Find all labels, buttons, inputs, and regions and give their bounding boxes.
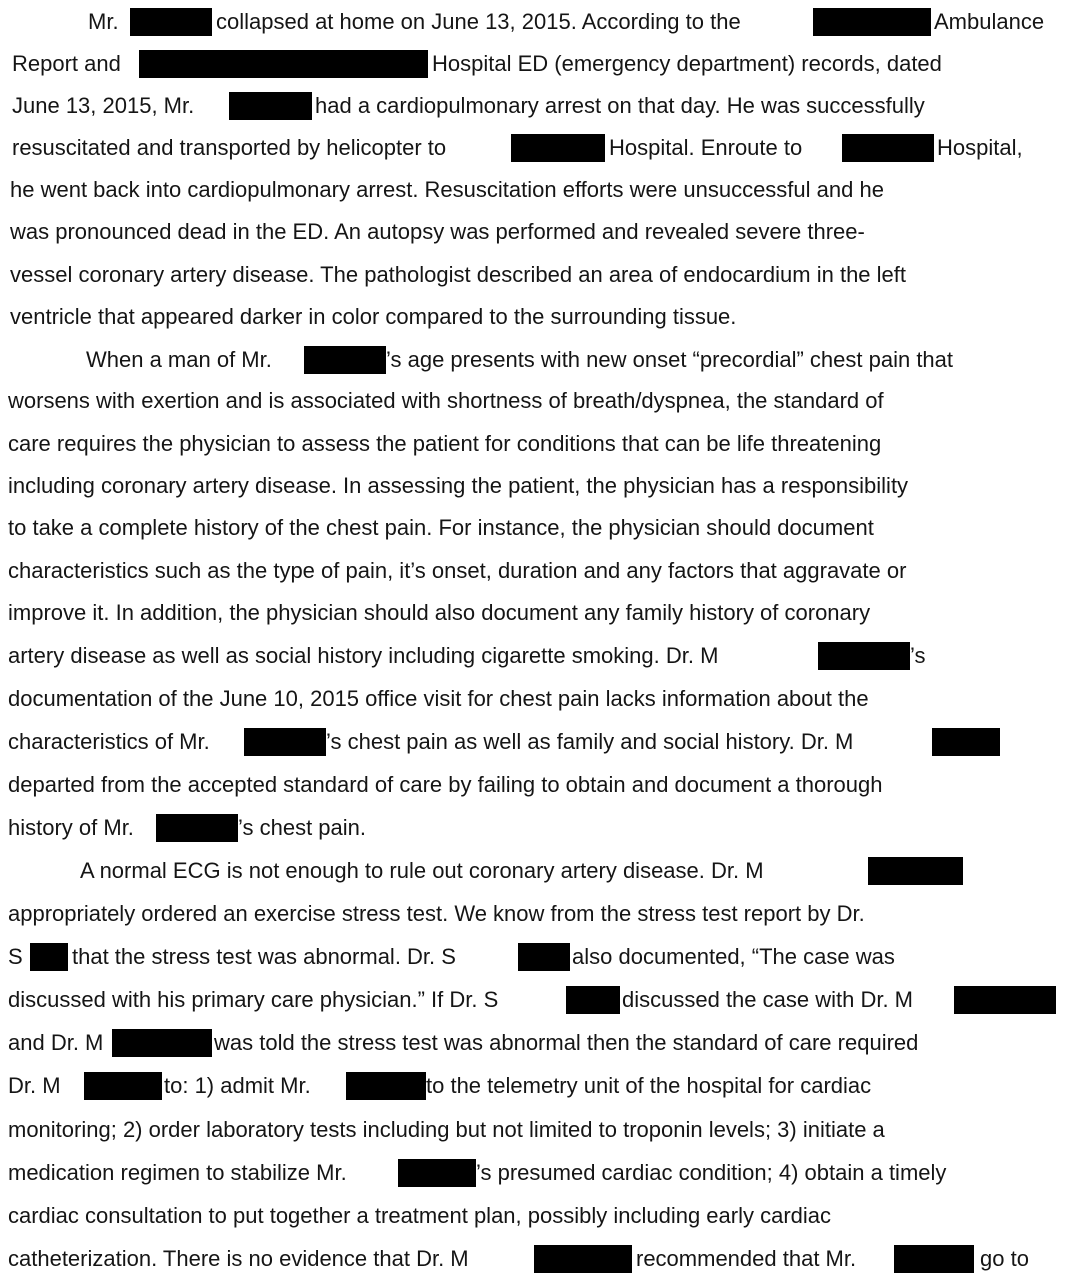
text-segment: discussed the case with Dr. M: [622, 987, 914, 1012]
text-line: [0, 1157, 1069, 1189]
text-segment: June 13, 2015, Mr.: [12, 93, 195, 118]
text-line: [0, 1114, 1069, 1146]
text-line: [0, 769, 1069, 801]
text-segment: he went back into cardiopulmonary arrest. Resuscitation efforts were unsuccessful and he: [10, 177, 884, 202]
text-segment: to take a complete history of the chest pain. For instance, the physician should document: [8, 515, 874, 540]
text-line: [0, 640, 1069, 672]
text-segment: artery disease as well as social history including cigarette smoking. Dr. M: [8, 643, 719, 668]
text-line: [0, 6, 1069, 38]
redaction-bar: [868, 857, 963, 885]
text-segment: Ambulance: [934, 9, 1045, 34]
redaction-bar: [842, 134, 934, 162]
text-segment: history of Mr.: [8, 815, 134, 840]
text-segment: Dr. M: [8, 1073, 61, 1098]
text-line: [0, 898, 1069, 930]
redaction-bar: [229, 92, 312, 120]
text-line: [0, 1200, 1069, 1232]
redaction-bar: [304, 346, 386, 374]
text-segment: care requires the physician to assess the patient for conditions that can be life threatening: [8, 431, 882, 456]
text-segment: Report and: [12, 51, 121, 76]
text-segment: characteristics such as the type of pain, it’s onset, duration and any factors that aggravate or: [8, 558, 907, 583]
text-segment: characteristics of Mr.: [8, 729, 210, 754]
text-segment: ’s: [910, 643, 926, 668]
text-segment: that the stress test was abnormal. Dr. S: [72, 944, 456, 969]
text-segment: collapsed at home on June 13, 2015. According to the: [216, 9, 741, 34]
text-line: [0, 301, 1069, 333]
text-segment: had a cardiopulmonary arrest on that day. He was successfully: [315, 93, 925, 118]
text-segment: medication regimen to stabilize Mr.: [8, 1160, 347, 1185]
text-segment: including coronary artery disease. In assessing the patient, the physician has a responsibility: [8, 473, 909, 498]
redaction-bar: [518, 943, 570, 971]
text-line: [0, 385, 1069, 417]
text-segment: and Dr. M: [8, 1030, 104, 1055]
text-segment: monitoring; 2) order laboratory tests including but not limited to troponin levels; 3) initiate a: [8, 1117, 885, 1142]
text-line: [0, 984, 1069, 1016]
text-line: [0, 555, 1069, 587]
redaction-bar: [954, 986, 1056, 1014]
redaction-bar: [156, 814, 238, 842]
text-segment: catheterization. There is no evidence that Dr. M: [8, 1246, 469, 1271]
text-line: [0, 174, 1069, 206]
text-segment: documentation of the June 10, 2015 office visit for chest pain lacks information about the: [8, 686, 869, 711]
text-line: [0, 344, 1069, 376]
text-line: [0, 1243, 1069, 1275]
text-segment: Hospital ED (emergency department) records, dated: [432, 51, 942, 76]
text-segment: vessel coronary artery disease. The pathologist described an area of endocardium in the left: [10, 262, 906, 287]
text-segment: was pronounced dead in the ED. An autopsy was performed and revealed severe three-: [10, 219, 865, 244]
text-segment: was told the stress test was abnormal then the standard of care required: [214, 1030, 919, 1055]
text-segment: Hospital. Enroute to: [609, 135, 803, 160]
text-line: [0, 48, 1069, 80]
text-line: [0, 726, 1069, 758]
redaction-bar: [932, 728, 1000, 756]
text-line: [0, 216, 1069, 248]
redaction-bar: [398, 1159, 476, 1187]
redaction-bar: [566, 986, 620, 1014]
redaction-bar: [130, 8, 212, 36]
text-line: [0, 683, 1069, 715]
redaction-bar: [818, 642, 910, 670]
text-segment: recommended that Mr.: [636, 1246, 857, 1271]
text-line: [0, 512, 1069, 544]
text-segment: When a man of Mr.: [86, 347, 272, 372]
redaction-bar: [511, 134, 605, 162]
text-segment: resuscitated and transported by helicopter to: [12, 135, 447, 160]
text-segment: ventricle that appeared darker in color compared to the surrounding tissue.: [10, 304, 737, 329]
text-segment: departed from the accepted standard of care by failing to obtain and document a thorough: [8, 772, 883, 797]
text-line: [0, 132, 1069, 164]
redaction-bar: [30, 943, 68, 971]
text-line: [0, 812, 1069, 844]
text-segment: Mr.: [88, 9, 119, 34]
redaction-bar: [244, 728, 326, 756]
text-segment: also documented, “The case was: [572, 944, 895, 969]
redaction-bar: [813, 8, 931, 36]
redaction-bar: [534, 1245, 632, 1273]
text-segment: to: 1) admit Mr.: [164, 1073, 311, 1098]
redaction-bar: [346, 1072, 426, 1100]
text-segment: ’s age presents with new onset “precordial” chest pain that: [386, 347, 954, 372]
text-segment: worsens with exertion and is associated with shortness of breath/dyspnea, the standard of: [8, 388, 884, 413]
text-line: [0, 1027, 1069, 1059]
text-segment: S: [8, 944, 23, 969]
text-segment: discussed with his primary care physician.” If Dr. S: [8, 987, 499, 1012]
text-line: [0, 470, 1069, 502]
text-segment: ’s chest pain.: [238, 815, 367, 840]
text-line: [0, 428, 1069, 460]
text-line: [0, 855, 1069, 887]
text-segment: A normal ECG is not enough to rule out coronary artery disease. Dr. M: [80, 858, 764, 883]
text-segment: improve it. In addition, the physician should also document any family history of coronary: [8, 600, 871, 625]
redaction-bar: [112, 1029, 212, 1057]
text-line: [0, 941, 1069, 973]
text-segment: ’s chest pain as well as family and social history. Dr. M: [326, 729, 854, 754]
text-segment: ’s presumed cardiac condition; 4) obtain a timely: [476, 1160, 947, 1185]
redaction-bar: [139, 50, 428, 78]
text-line: [0, 1070, 1069, 1102]
text-line: [0, 90, 1069, 122]
text-segment: to the telemetry unit of the hospital for cardiac: [426, 1073, 872, 1098]
text-line: [0, 259, 1069, 291]
redaction-bar: [84, 1072, 162, 1100]
text-segment: appropriately ordered an exercise stress test. We know from the stress test report by Dr.: [8, 901, 865, 926]
redaction-bar: [894, 1245, 974, 1273]
text-segment: go to: [980, 1246, 1029, 1271]
text-line: [0, 597, 1069, 629]
text-segment: cardiac consultation to put together a treatment plan, possibly including early cardiac: [8, 1203, 832, 1228]
text-segment: Hospital,: [937, 135, 1023, 160]
